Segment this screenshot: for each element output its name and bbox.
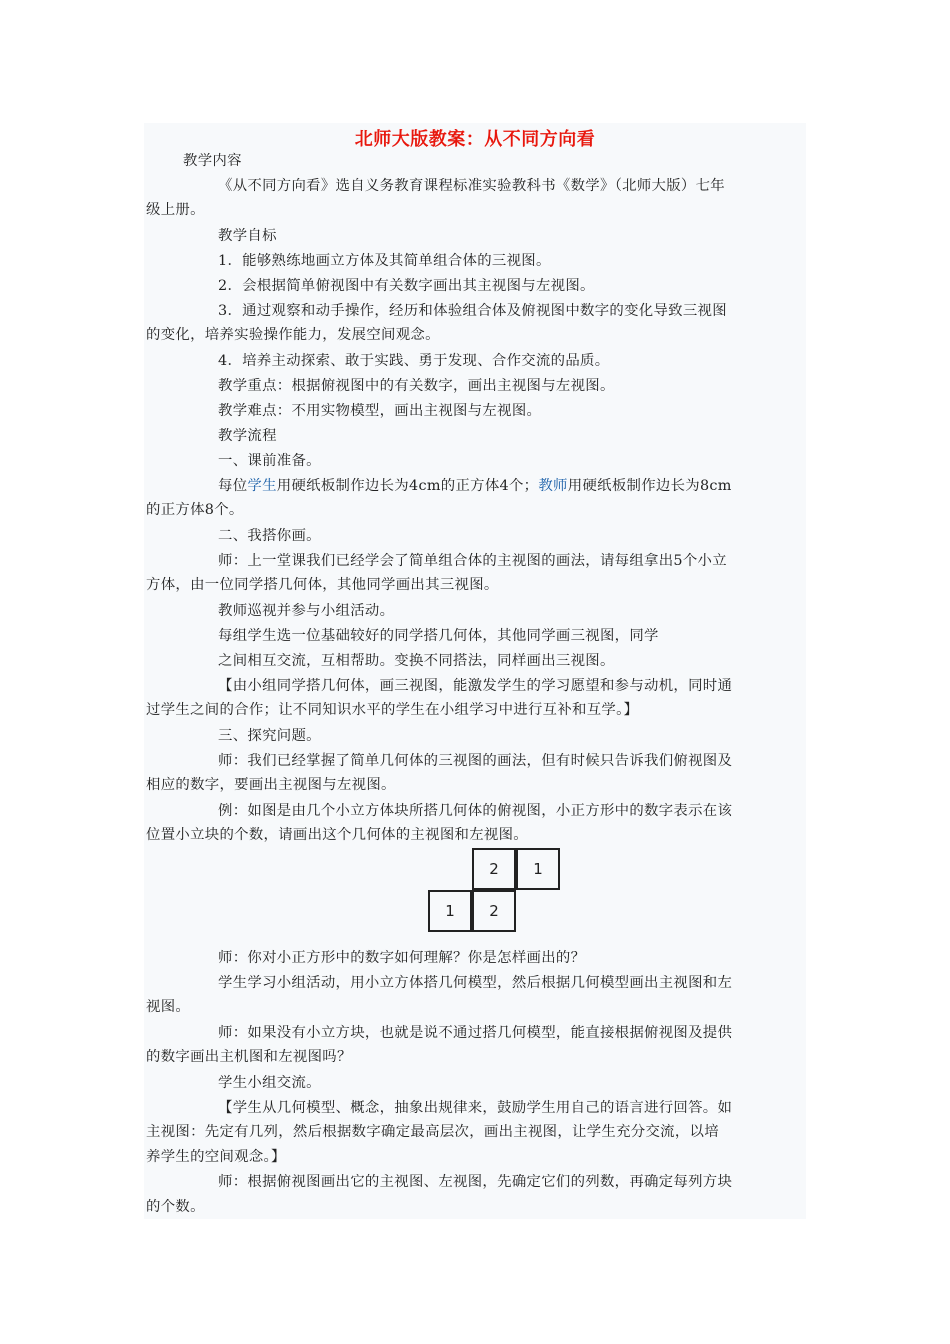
paragraph-line (218, 476, 732, 496)
section-heading: 教学自标 (218, 228, 277, 244)
step-heading: 一、课前准备。 (218, 453, 321, 469)
grid-cell: 1 (516, 848, 560, 890)
paragraph-line: 的数字画出主机图和左视图吗？ (146, 1049, 352, 1065)
note-line: 【由小组同学搭几何体，画三视图，能激发学生的学习愿望和参与动机，同时通 (218, 678, 733, 694)
text-segment: 每位 (218, 478, 248, 494)
paragraph-line: 的个数。 (146, 1199, 205, 1215)
key-point: 教学重点：根据俯视图中的有关数字，画出主视图与左视图。 (218, 378, 615, 394)
objective-item: 2．会根据简单俯视图中有关数字画出其主视图与左视图。 (218, 278, 595, 294)
paragraph-line: 师：你对小正方形中的数字如何理解？你是怎样画出的？ (218, 950, 586, 966)
grid-cell: 1 (428, 890, 472, 932)
objective-item: 1．能够熟练地画立方体及其简单组合体的三视图。 (218, 253, 551, 269)
link-teacher[interactable]: 教师 (538, 478, 568, 494)
example-line: 例：如图是由几个小立方体块所搭几何体的俯视图，小正方形中的数字表示在该 (218, 803, 733, 819)
paragraph-line: 之间相互交流，互相帮助。变换不同搭法，同样画出三视图。 (218, 653, 615, 669)
paragraph-line: 的变化，培养实验操作能力，发展空间观念。 (146, 327, 440, 343)
note-line: 【学生从几何模型、概念，抽象出规律来，鼓励学生用自己的语言进行回答。如 (218, 1100, 733, 1116)
grid-cell: 2 (472, 890, 516, 932)
paragraph-line: 《从不同方向看》选自义务教育课程标准实验教科书《数学》（北师大版）七年 (218, 178, 725, 194)
text-segment: 用硬纸板制作边长为8cm (567, 478, 732, 494)
document-title: 北师大版教案：从不同方向看 (354, 129, 596, 150)
grid-cell: 2 (472, 848, 516, 890)
paragraph-line: 学生学习小组活动，用小立方体搭几何模型，然后根据几何模型画出主视图和左 (218, 975, 733, 991)
paragraph-line: 师：如果没有小立方块，也就是说不通过搭几何模型，能直接根据俯视图及提供 (218, 1025, 733, 1041)
section-heading: 教学内容 (183, 153, 242, 169)
link-student[interactable]: 学生 (247, 478, 277, 494)
text-segment: 用硬纸板制作边长为4cm的正方体4个； (276, 478, 539, 494)
paragraph-line: 师：根据俯视图画出它的主视图、左视图，先确定它们的列数，再确定每列方块 (218, 1174, 733, 1190)
paragraph-line: 方体，由一位同学搭几何体，其他同学画出其三视图。 (146, 577, 499, 593)
paragraph-line: 级上册。 (146, 202, 205, 218)
paragraph-line: 视图。 (146, 999, 191, 1015)
paragraph-line: 师：我们已经掌握了简单几何体的三视图的画法，但有时候只告诉我们俯视图及 (218, 753, 733, 769)
note-line: 过学生之间的合作；让不同知识水平的学生在小组学习中进行互补和互学。】 (146, 702, 639, 718)
paragraph-line: 学生小组交流。 (218, 1075, 321, 1091)
paragraph-line: 每组学生选一位基础较好的同学搭几何体，其他同学画三视图，同学 (218, 628, 659, 644)
objective-item: 3．通过观察和动手操作，经历和体验组合体及俯视图中数字的变化导致三视图 (218, 303, 727, 319)
paragraph-line: 师：上一堂课我们已经学会了简单组合体的主视图的画法，请每组拿出5个小立 (218, 553, 727, 569)
step-heading: 三、探究问题。 (218, 728, 321, 744)
note-line: 主视图：先定有几列，然后根据数字确定最高层次，画出主视图，让学生充分交流，以培 (146, 1124, 719, 1140)
difficult-point: 教学难点：不用实物模型，画出主视图与左视图。 (218, 403, 542, 419)
example-line: 位置小立块的个数，请画出这个几何体的主视图和左视图。 (146, 827, 528, 843)
step-heading: 二、我搭你画。 (218, 528, 321, 544)
top-view-figure (424, 848, 564, 934)
section-heading: 教学流程 (218, 428, 277, 444)
objective-item: 4．培养主动探索、敢于实践、勇于发现、合作交流的品质。 (218, 353, 610, 369)
paragraph-line: 相应的数字，要画出主视图与左视图。 (146, 777, 396, 793)
paragraph-line: 的正方体8个。 (146, 502, 244, 518)
note-line: 养学生的空间观念。】 (146, 1149, 286, 1165)
paragraph-line: 教师巡视并参与小组活动。 (218, 603, 395, 619)
